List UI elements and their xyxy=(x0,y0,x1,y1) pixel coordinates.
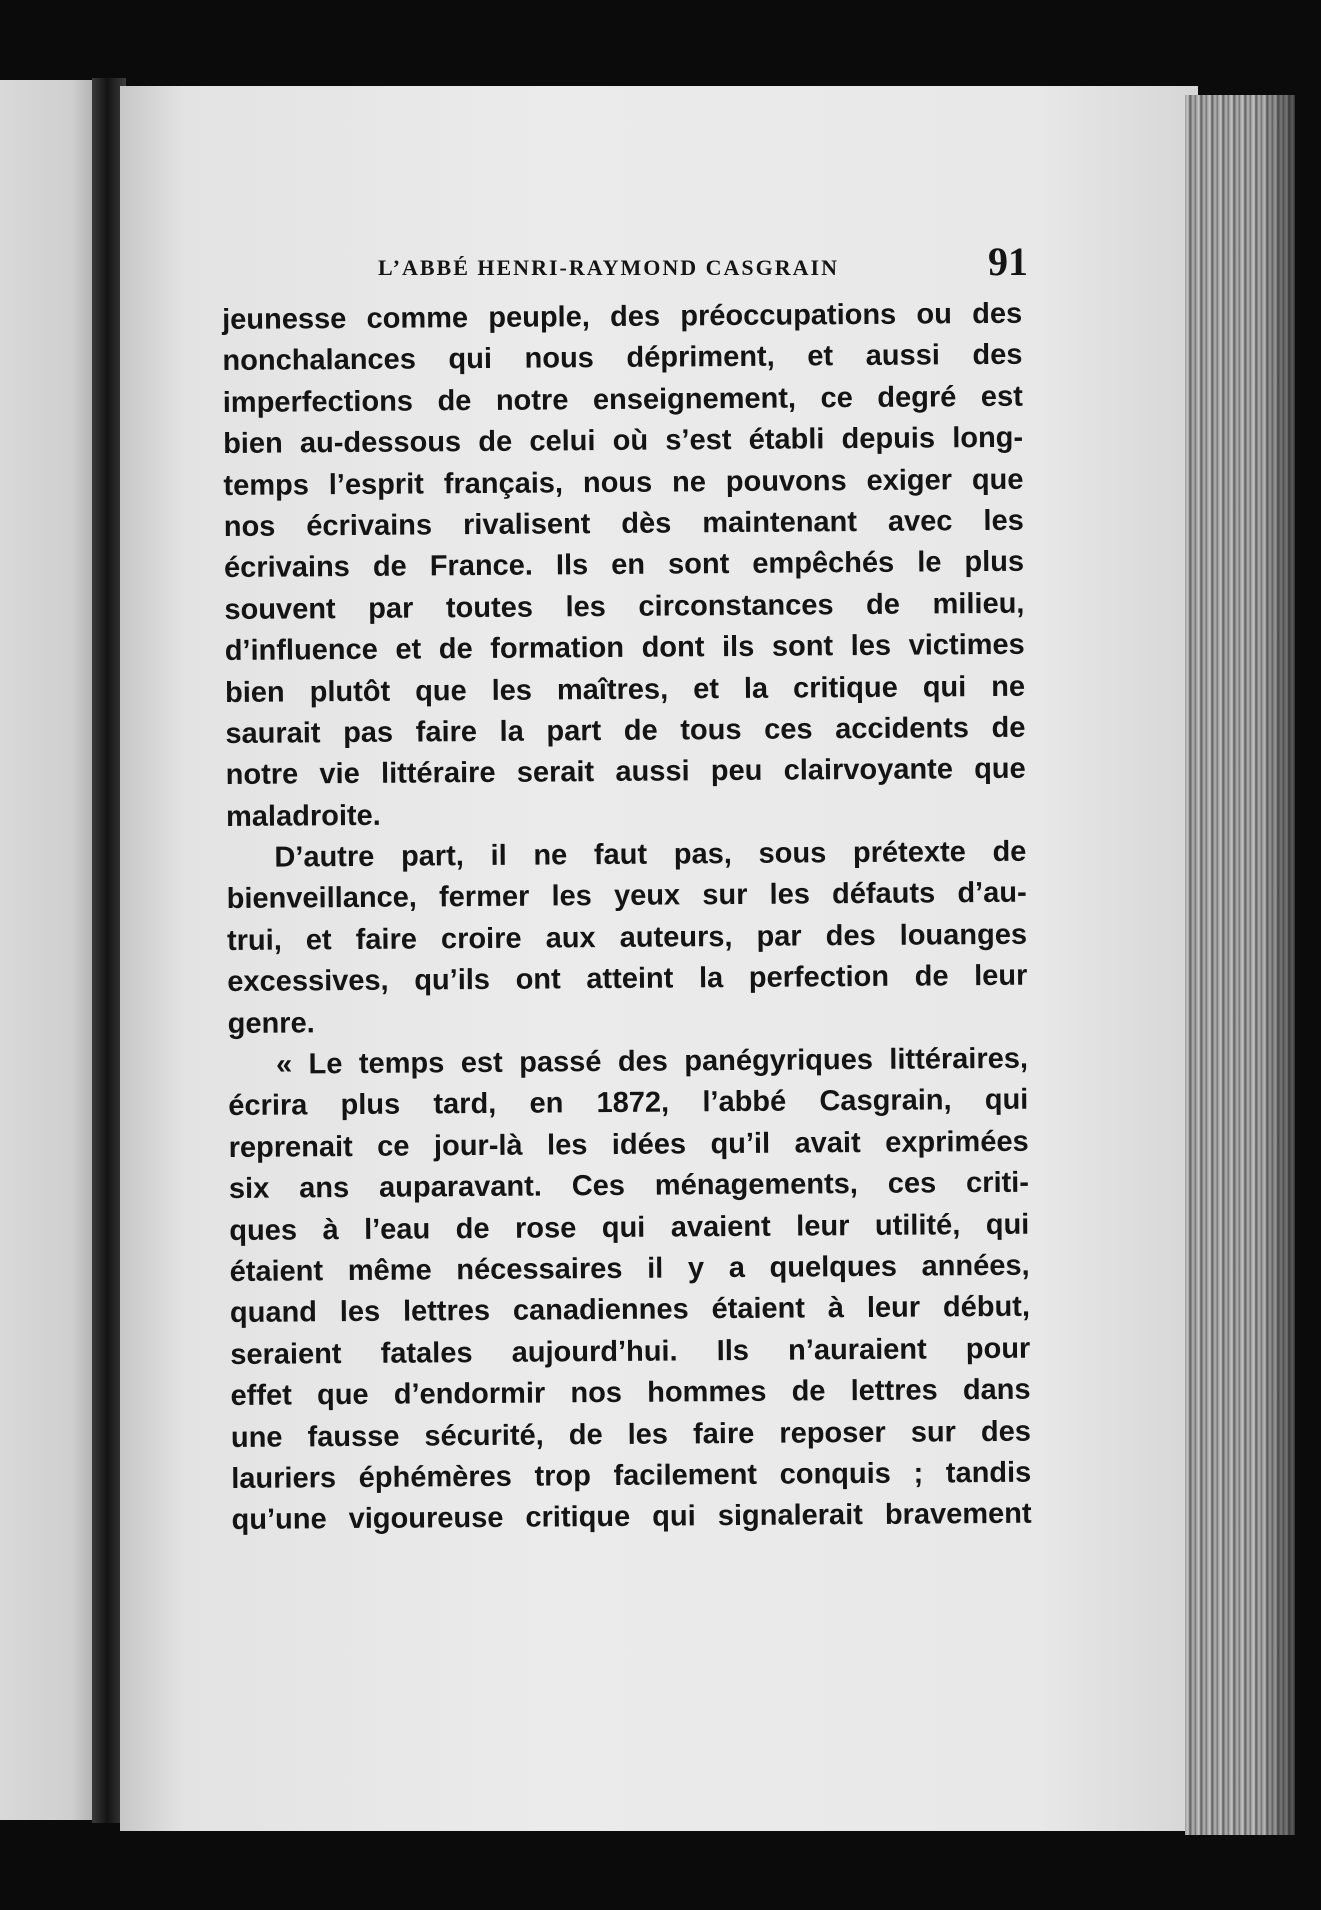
text-line: seraient fatales aujourd’hui. Ils n’auraient pour xyxy=(230,1332,1031,1371)
running-head-title: L’ABBÉ HENRI-RAYMOND CASGRAIN xyxy=(378,255,839,280)
text-line: nonchalances qui nous dépriment, et aussi des xyxy=(222,339,1023,378)
text-line: nos écrivains rivalisent dès maintenant avec les xyxy=(223,504,1024,543)
text-line: bien plutôt que les maîtres, et la critique qui ne xyxy=(224,670,1026,709)
text-line: saurait pas faire la part de tous ces accidents de xyxy=(225,711,1026,750)
text-line: D’autre part, il ne faut pas, sous prétexte de xyxy=(274,835,1027,874)
text-line: écrira plus tard, en 1872, l’abbé Casgrain, qui xyxy=(228,1084,1029,1123)
text-line: quand les lettres canadiennes étaient à leur début, xyxy=(229,1291,1031,1330)
text-line: lauriers éphémères trop facilement conquis ; tandis xyxy=(231,1456,1032,1495)
text-line: effet que d’endormir nos hommes de lettres dans xyxy=(230,1373,1031,1413)
text-line: écrivains de France. Ils en sont empêchés le plus xyxy=(223,546,1025,585)
text-line: maladroite. xyxy=(225,799,381,833)
text-line: ques à l’eau de rose qui avaient leur utilité, qui xyxy=(229,1208,1030,1247)
text-line: reprenait ce jour-là les idées qu’il avait exprimées xyxy=(228,1125,1029,1164)
text-line: bien au-dessous de celui où s’est établi depuis long- xyxy=(223,421,1024,461)
text-line: jeunesse comme peuple, des préoccupations ou des xyxy=(222,297,1023,336)
page-number: 91 xyxy=(988,239,1028,284)
body-text xyxy=(222,294,1032,1542)
text-line: bienveillance, fermer les yeux sur les défauts d’au- xyxy=(226,877,1027,916)
text-line: une fausse sécurité, de les faire reposer sur des xyxy=(230,1415,1032,1454)
text-line: excessives, qu’ils ont atteint la perfection de leur xyxy=(227,959,1028,999)
text-line: étaient même nécessaires il y a quelques années, xyxy=(229,1249,1030,1288)
text-line: temps l’esprit français, nous ne pouvons exiger que xyxy=(223,463,1024,502)
running-head xyxy=(378,238,1028,288)
text-line: souvent par toutes les circonstances de milieu, xyxy=(224,587,1025,626)
text-line: d’influence et de formation dont ils sont les victimes xyxy=(224,628,1025,668)
text-line: « Le temps est passé des panégyriques littéraires, xyxy=(275,1042,1029,1081)
text-line: genre. xyxy=(227,1006,315,1040)
left-page-edge xyxy=(0,80,102,1820)
page-edge-shadow xyxy=(1260,95,1321,1835)
text-line: imperfections de notre enseignement, ce degré est xyxy=(222,380,1023,419)
text-line: trui, et faire croire aux auteurs, par des louanges xyxy=(226,918,1028,957)
text-line: notre vie littéraire serait aussi peu clairvoyante que xyxy=(225,752,1026,792)
text-line: six ans auparavant. Ces ménagements, ces criti- xyxy=(228,1166,1030,1206)
text-line: qu’une vigoureuse critique qui signalerait bravement xyxy=(231,1498,1032,1537)
